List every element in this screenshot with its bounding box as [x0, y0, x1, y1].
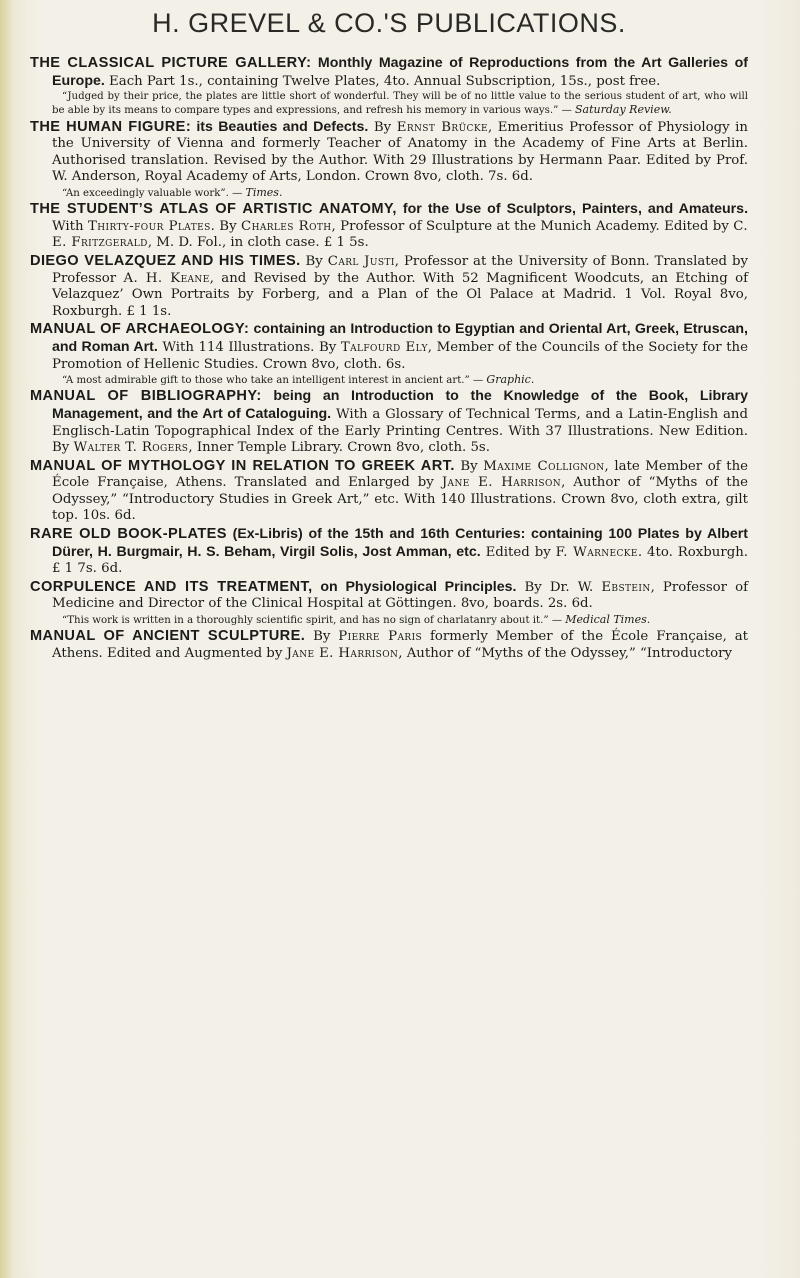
review-source: Saturday Review.: [575, 103, 672, 117]
entry-title: DIEGO VELAZQUEZ AND HIS TIMES.: [30, 252, 301, 269]
review-quote: “This work is written in a thoroughly scientific spirit, and has no sign of charlatanry about it.”: [62, 615, 549, 627]
entry-author: Maxime Collignon: [483, 458, 605, 474]
entry-author: Ebstein: [601, 579, 651, 595]
review-source: Graphic.: [486, 373, 535, 387]
entry-author: Carl Justi: [327, 253, 395, 269]
catalogue-entry-human-figure: THE HUMAN FIGURE: its Beauties and Defects. By Ernst Brücke, Emeritius Professor of Physiology in the University of Vienna and formerly Teacher of Anatomy in the Academy of Fine Arts at Berlin. Authorised translation. Revised by the Author. With 29 Illustrations by Hermann Paar. Edited by Prof. W. Anderson, Royal Academy of Arts, London. Crown 8vo, cloth. 7s. 6d. “An exceedingly valuable work”. — Times.: [30, 118, 748, 199]
entry-subtitle: being an Introduction to the Knowledge of the Book, Library Management, and the Art of Cataloguing.: [52, 388, 748, 422]
entry-subtitle: (Ex-Libris) of the 15th and 16th Centuries: containing 100 Plates by Albert Dürer, H. Burgmair, H. S. Beham, Virgil Solis, Jost Amman, etc.: [52, 526, 748, 560]
entry-description: , Author of “Myths of the Odyssey,” “Introductory: [398, 645, 733, 661]
entry-author: Pierre Paris: [338, 629, 423, 645]
entry-subtitle: Monthly Magazine of Reproductions from the Art Galleries of Europe.: [52, 55, 748, 89]
entry-subtitle: its Beauties and Defects.: [191, 118, 369, 135]
entry-subtitle: containing an Introduction to Egyptian and Oriental Art, Greek, Etruscan, and Roman Art.: [52, 321, 748, 355]
entry-description: formerly Member of the École Française, at Athens. Edited and Augmented by: [52, 629, 748, 661]
review-source: Times.: [245, 185, 283, 199]
entry-by: By: [305, 629, 339, 645]
entry-translator: A. H. Keane: [123, 270, 210, 286]
entry-by: By: [368, 119, 397, 135]
entry-description: , Professor at the University of Bonn. Translated by Professor: [52, 253, 748, 286]
catalogue-entry-classical-picture-gallery: THE CLASSICAL PICTURE GALLERY: Monthly Magazine of Reproductions from the Art Galleries of Europe. Each Part 1s., containing Twelve Plates, 4to. Annual Subscription, 15s., post free. “Judged by their price, the plates are little short of wonderful. They will be of no little value to the serious student of art, who will be able by its means to compare types and expressions, and refresh his memory in various ways.” — Saturday Review.: [30, 55, 748, 117]
entry-author: Talfourd Ely: [340, 339, 428, 355]
page-header: H. GREVEL & CO.'S PUBLICATIONS.: [152, 8, 626, 38]
entry-subtitle: on Physiological Principles.: [312, 578, 517, 595]
entry-description: , Emeritius Professor of Physiology in the University of Vienna and formerly Teacher of Anatomy in the Academy of Fine Arts at Berlin. Authorised translation. Revised by the Author. With 29 Illustrations by Hermann Paar. Edited by Prof. W. Anderson, Royal Academy of Arts, London. Crown 8vo, cloth. 7s. 6d.: [52, 119, 748, 185]
entry-title: THE CLASSICAL PICTURE GALLERY:: [30, 55, 312, 71]
entry-description: By Dr. W.: [516, 579, 602, 595]
entry-editor: C. E. Fritzgerald: [52, 218, 748, 251]
catalogue-entry-students-atlas: [30, 201, 748, 252]
entry-description: With a Glossary of Technical Terms, and a Latin-English and Englisch-Latin Topographical Index of the Early Printing Centres. With 37 Illustrations. New Edition. By: [52, 406, 749, 456]
entry-description: , late Member of the École Française, Athens. Translated and Enlarged by: [52, 458, 748, 491]
review-quote: “An exceedingly valuable work”.: [62, 187, 229, 199]
entry-description: Each Part 1s., containing Twelve Plates, 4to. Annual Subscription, 15s., post free.: [104, 73, 661, 89]
entry-description: , Professor of Medicine and Director of the Clinical Hospital at Göttingen. 8vo, boards. 2s. 6d.: [52, 579, 749, 612]
entry-by: By: [454, 458, 484, 474]
entry-title: MANUAL OF ARCHAEOLOGY:: [30, 321, 250, 338]
entry-description: With 114 Illustrations. By: [157, 339, 341, 355]
entry-description: , and Revised by the Author. With 52 Magnificent Woodcuts, an Etching of Velazquez’ Own Portraits by Forberg, and a Plan of the Ol Palace at Madrid. 1 Vol. Royal 8vo, Roxburgh. £ 1 1s.: [52, 270, 749, 319]
entry-title: THE HUMAN FIGURE:: [30, 118, 192, 135]
entry-description: , M. D. Fol., in cloth case. £ 1 5s.: [147, 235, 369, 251]
catalogue-entry-ancient-sculpture: [30, 628, 748, 662]
entry-description: , Member of the Councils of the Society for the Promotion of Hellenic Studies. Crown 8vo, cloth. 6s.: [52, 339, 748, 372]
entry-editor: F. Warnecke: [555, 544, 638, 560]
entry-by: . By: [210, 218, 242, 234]
catalogue-entry-archaeology: MANUAL OF ARCHAEOLOGY: containing an Introduction to Egyptian and Oriental Art, Greek, Etruscan, and Roman Art. With 114 Illustrations. By Talfourd Ely, Member of the Councils of the Society for the Promotion of Hellenic Studies. Crown 8vo, cloth. 6s. “A most admirable gift to those who take an intelligent interest in ancient art.” — Graphic.: [30, 321, 748, 387]
catalogue-entry-mythology: [30, 458, 748, 525]
entry-description: . 4to. Roxburgh. £ 1 7s. 6d.: [52, 544, 749, 577]
entry-description: , Inner Temple Library. Crown 8vo, cloth. 5s.: [188, 440, 490, 456]
catalogue-entry-corpulence: CORPULENCE AND ITS TREATMENT, on Physiological Principles. By Dr. W. Ebstein, Professor of Medicine and Director of the Clinical Hospital at Göttingen. 8vo, boards. 2s. 6d. “This work is written in a thoroughly scientific spirit, and has no sign of charlatanry about it.” — Medical Times.: [30, 578, 749, 627]
entry-description: Edited by: [480, 544, 556, 560]
entry-author: Charles Roth: [241, 218, 332, 234]
catalogue-entry-velazquez: [30, 253, 748, 320]
entry-title: MANUAL OF ANCIENT SCULPTURE.: [30, 628, 306, 645]
entry-by: By: [300, 253, 328, 269]
entry-description: With: [52, 218, 89, 234]
entry-author: Walter T. Rogers: [73, 440, 189, 456]
entry-title: CORPULENCE AND ITS TREATMENT,: [30, 578, 313, 595]
entry-title: RARE OLD BOOK-PLATES: [30, 526, 227, 543]
catalogue-entry-bibliography: [30, 388, 748, 456]
entry-translator: Jane E. Harrison: [441, 475, 562, 491]
entry-plates: Thirty-four Plates: [88, 218, 211, 234]
entry-description: , Professor of Sculpture at the Munich Academy. Edited by: [331, 218, 734, 234]
entry-title: MANUAL OF MYTHOLOGY IN RELATION TO GREEK ART.: [30, 457, 455, 474]
entry-translator: Jane E. Harrison: [286, 645, 399, 661]
review-quote: “A most admirable gift to those who take an intelligent interest in ancient art.”: [62, 375, 470, 387]
entry-title: THE STUDENT’S ATLAS OF ARTISTIC ANATOMY,: [30, 201, 397, 218]
entry-author: Ernst Brücke: [396, 119, 488, 135]
entry-subtitle: for the Use of Sculptors, Painters, and Amateurs.: [396, 201, 749, 218]
review-quote: “Judged by their price, the plates are little short of wonderful. They will be of no little value to the serious student of art, who will be able by its means to compare types and expressions, and refresh his memory in various ways.”: [52, 91, 748, 117]
entry-description: , Author of “Myths of the Odyssey,” “Introductory Studies in Greek Art,” etc. With 140 Illustrations. Crown 8vo, cloth extra, gilt top. 10s. 6d.: [52, 475, 748, 524]
review-source: Medical Times.: [565, 613, 651, 627]
catalogue-entry-book-plates: [30, 526, 748, 578]
entry-title: MANUAL OF BIBLIOGRAPHY:: [30, 388, 262, 405]
